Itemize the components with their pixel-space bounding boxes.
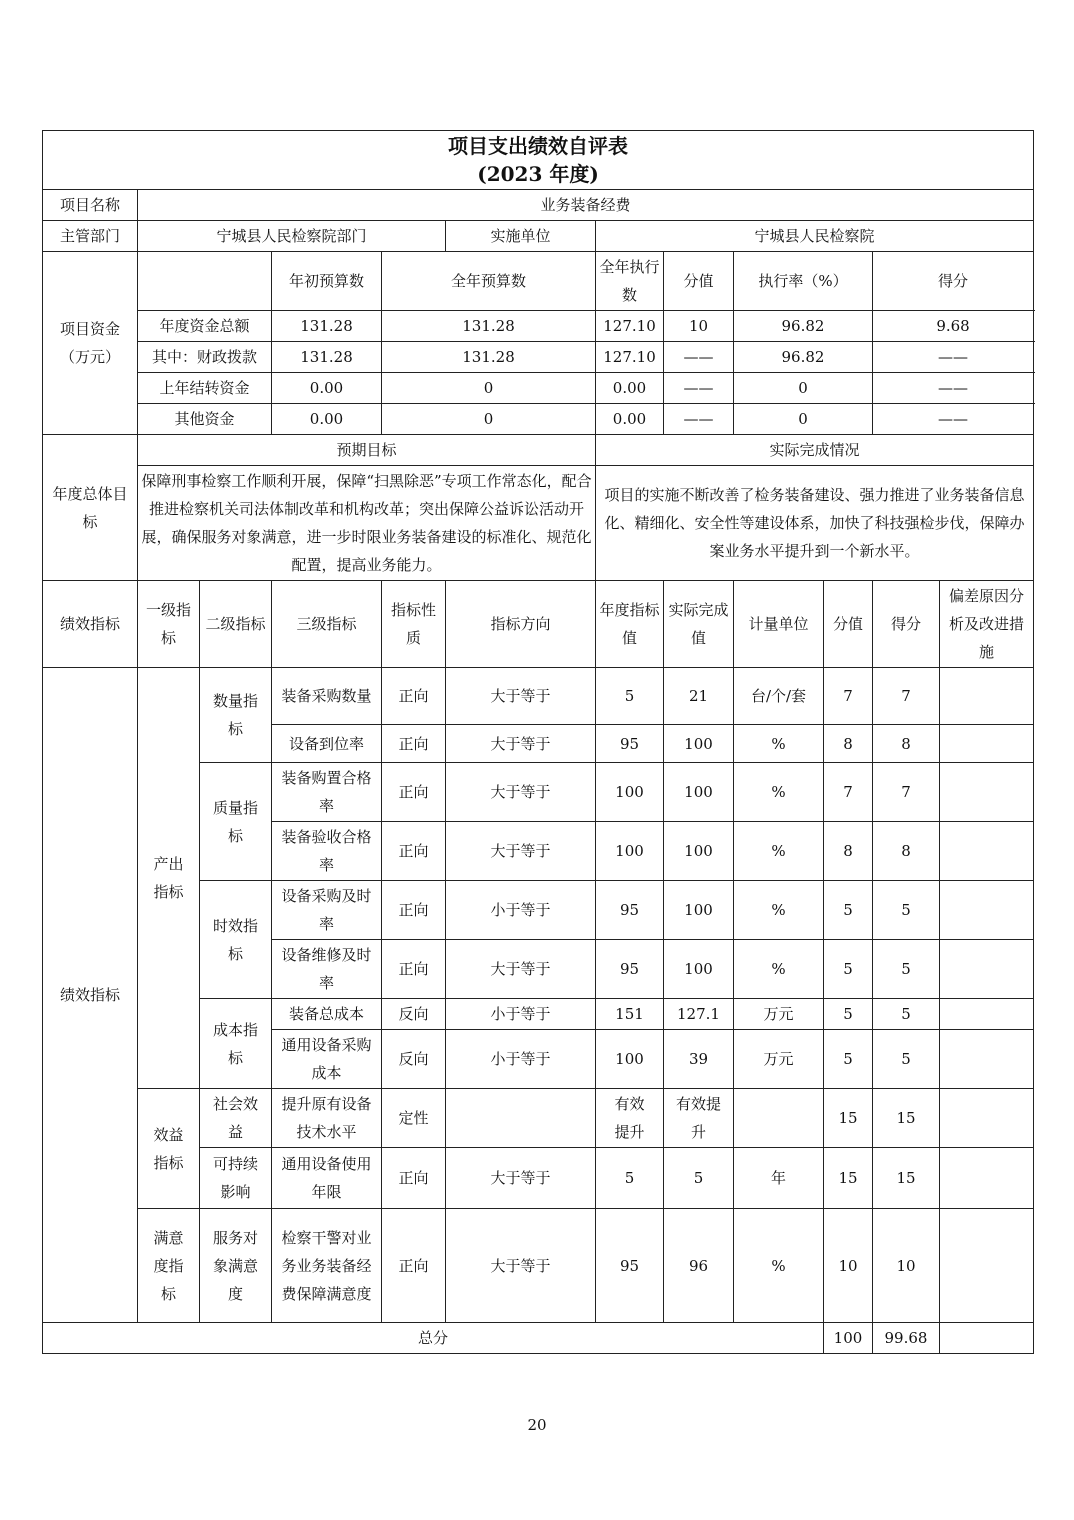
indicator-actual: 100 bbox=[664, 822, 734, 881]
funds-annual: 131.28 bbox=[382, 311, 596, 342]
indicator-nature: 反向 bbox=[382, 1030, 446, 1089]
goals-label: 年度总体目标 bbox=[43, 435, 138, 581]
indicator-direction: 大于等于 bbox=[446, 1209, 596, 1323]
funds-score-value: —— bbox=[664, 373, 734, 404]
indicator-name: 装备总成本 bbox=[272, 999, 382, 1030]
dept-value: 宁城县人民检察院部门 bbox=[138, 221, 446, 252]
indicator-target: 5 bbox=[596, 668, 664, 725]
funds-score-value: 10 bbox=[664, 311, 734, 342]
indicator-direction: 大于等于 bbox=[446, 725, 596, 763]
output-indicator-label: 产出指标 bbox=[138, 668, 200, 1089]
indicator-weight: 5 bbox=[824, 999, 873, 1030]
indicator-score: 5 bbox=[873, 881, 940, 940]
performance-self-evaluation-table bbox=[42, 130, 1034, 1354]
indicator-weight: 5 bbox=[824, 940, 873, 999]
expected-goal-header: 预期目标 bbox=[138, 435, 596, 466]
indicator-actual: 127.1 bbox=[664, 999, 734, 1030]
actual-completion-header: 实际完成情况 bbox=[596, 435, 1034, 466]
indicator-header-level1: 一级指标 bbox=[138, 581, 200, 668]
indicator-target: 有效提升 bbox=[596, 1089, 664, 1148]
indicator-actual: 5 bbox=[664, 1148, 734, 1209]
indicator-header-level2: 二级指标 bbox=[200, 581, 272, 668]
indicator-nature: 正向 bbox=[382, 725, 446, 763]
indicator-direction: 小于等于 bbox=[446, 999, 596, 1030]
indicator-actual: 有效提升 bbox=[664, 1089, 734, 1148]
project-name-value: 业务装备经费 bbox=[138, 190, 1034, 221]
indicator-name: 提升原有设备技术水平 bbox=[272, 1089, 382, 1148]
indicator-score: 8 bbox=[873, 822, 940, 881]
table-row bbox=[43, 1089, 1034, 1148]
funds-initial: 0.00 bbox=[272, 373, 382, 404]
total-row bbox=[43, 1323, 1034, 1354]
indicator-header-level3: 三级指标 bbox=[272, 581, 382, 668]
funds-header-rate: 执行率（%） bbox=[734, 252, 873, 311]
indicator-header-direction: 指标方向 bbox=[446, 581, 596, 668]
funds-annual: 131.28 bbox=[382, 342, 596, 373]
indicator-score: 7 bbox=[873, 668, 940, 725]
timeliness-indicator-label: 时效指标 bbox=[200, 881, 272, 999]
cost-indicator-label: 成本指标 bbox=[200, 999, 272, 1089]
funds-header-score: 得分 bbox=[873, 252, 1034, 311]
indicator-weight: 15 bbox=[824, 1089, 873, 1148]
funds-row bbox=[43, 311, 1034, 342]
table-title-cell bbox=[43, 131, 1034, 190]
indicator-score: 5 bbox=[873, 999, 940, 1030]
funds-rate: 0 bbox=[734, 373, 873, 404]
indicator-actual: 100 bbox=[664, 763, 734, 822]
indicator-actual: 100 bbox=[664, 725, 734, 763]
indicator-nature: 正向 bbox=[382, 763, 446, 822]
quantity-indicator-label: 数量指标 bbox=[200, 668, 272, 763]
indicator-unit: % bbox=[734, 940, 824, 999]
indicator-reason bbox=[940, 763, 1034, 822]
indicator-actual: 96 bbox=[664, 1209, 734, 1323]
indicator-unit: % bbox=[734, 881, 824, 940]
indicator-weight: 15 bbox=[824, 1148, 873, 1209]
funds-row-label: 其中：财政拨款 bbox=[138, 342, 272, 373]
funds-score: —— bbox=[873, 404, 1034, 435]
funds-header-executed: 全年执行数 bbox=[596, 252, 664, 311]
indicator-target: 5 bbox=[596, 1148, 664, 1209]
indicator-direction: 大于等于 bbox=[446, 763, 596, 822]
funds-header-blank bbox=[138, 252, 272, 311]
project-name-label: 项目名称 bbox=[43, 190, 138, 221]
indicator-score: 8 bbox=[873, 725, 940, 763]
expected-goal-text: 保障刑事检察工作顺利开展，保障“扫黑除恶”专项工作常态化，配合推进检察机关司法体制改革和机构改革；突出保障公益诉讼活动开展，确保服务对象满意，进一步时限业务装备建设的标准化、规范化配置，提高业务能力。 bbox=[138, 466, 596, 581]
indicator-nature: 正向 bbox=[382, 1209, 446, 1323]
indicator-score: 15 bbox=[873, 1148, 940, 1209]
indicator-name: 装备购置合格率 bbox=[272, 763, 382, 822]
indicator-score: 15 bbox=[873, 1089, 940, 1148]
total-score: 99.68 bbox=[873, 1323, 940, 1354]
indicator-name: 装备采购数量 bbox=[272, 668, 382, 725]
indicator-unit: % bbox=[734, 763, 824, 822]
indicator-unit: % bbox=[734, 822, 824, 881]
indicator-direction: 大于等于 bbox=[446, 822, 596, 881]
indicator-direction: 大于等于 bbox=[446, 668, 596, 725]
indicator-weight: 10 bbox=[824, 1209, 873, 1323]
indicator-unit: % bbox=[734, 725, 824, 763]
funds-row bbox=[43, 373, 1034, 404]
indicator-unit bbox=[734, 1089, 824, 1148]
page-number: 20 bbox=[527, 1416, 547, 1434]
social-benefit-label: 社会效益 bbox=[200, 1089, 272, 1148]
indicator-header-target: 年度指标值 bbox=[596, 581, 664, 668]
indicator-target: 100 bbox=[596, 822, 664, 881]
indicator-weight: 7 bbox=[824, 763, 873, 822]
indicator-weight: 7 bbox=[824, 668, 873, 725]
funds-executed: 0.00 bbox=[596, 373, 664, 404]
indicator-nature: 反向 bbox=[382, 999, 446, 1030]
funds-row-label: 上年结转资金 bbox=[138, 373, 272, 404]
indicator-reason bbox=[940, 1089, 1034, 1148]
benefit-indicator-label: 效益指标 bbox=[138, 1089, 200, 1209]
indicator-direction: 小于等于 bbox=[446, 881, 596, 940]
actual-completion-text: 项目的实施不断改善了检务装备建设、强力推进了业务装备信息化、精细化、安全性等建设体系，加快了科技强检步伐，保障办案业务水平提升到一个新水平。 bbox=[596, 466, 1034, 581]
funds-score: —— bbox=[873, 342, 1034, 373]
funds-row bbox=[43, 342, 1034, 373]
indicator-weight: 8 bbox=[824, 725, 873, 763]
indicator-name: 通用设备采购成本 bbox=[272, 1030, 382, 1089]
indicator-name: 通用设备使用年限 bbox=[272, 1148, 382, 1209]
funds-initial: 0.00 bbox=[272, 404, 382, 435]
indicator-reason bbox=[940, 668, 1034, 725]
page-subtitle: (2023 年度) bbox=[477, 162, 599, 186]
indicator-header-reason: 偏差原因分析及改进措施 bbox=[940, 581, 1034, 668]
total-reason bbox=[940, 1323, 1034, 1354]
quality-indicator-label: 质量指标 bbox=[200, 763, 272, 881]
indicator-group-label: 绩效指标 bbox=[43, 668, 138, 1323]
dept-label: 主管部门 bbox=[43, 221, 138, 252]
indicator-reason bbox=[940, 881, 1034, 940]
table-row bbox=[43, 1209, 1034, 1323]
indicator-header-nature: 指标性质 bbox=[382, 581, 446, 668]
funds-header-initial: 年初预算数 bbox=[272, 252, 382, 311]
table-row bbox=[43, 668, 1034, 725]
indicator-actual: 100 bbox=[664, 881, 734, 940]
funds-initial: 131.28 bbox=[272, 342, 382, 373]
funds-header-score-value: 分值 bbox=[664, 252, 734, 311]
total-weight: 100 bbox=[824, 1323, 873, 1354]
funds-executed: 127.10 bbox=[596, 311, 664, 342]
funds-executed: 127.10 bbox=[596, 342, 664, 373]
unit-value: 宁城县人民检察院 bbox=[596, 221, 1034, 252]
funds-rate: 0 bbox=[734, 404, 873, 435]
indicator-nature: 正向 bbox=[382, 1148, 446, 1209]
indicator-header-actual: 实际完成值 bbox=[664, 581, 734, 668]
indicator-target: 95 bbox=[596, 1209, 664, 1323]
indicator-reason bbox=[940, 999, 1034, 1030]
indicator-direction: 大于等于 bbox=[446, 940, 596, 999]
indicator-actual: 100 bbox=[664, 940, 734, 999]
indicator-unit: 台/个/套 bbox=[734, 668, 824, 725]
indicator-header-unit: 计量单位 bbox=[734, 581, 824, 668]
page-title: 项目支出绩效自评表 bbox=[448, 134, 629, 158]
funds-row-label: 其他资金 bbox=[138, 404, 272, 435]
indicator-direction: 小于等于 bbox=[446, 1030, 596, 1089]
funds-rate: 96.82 bbox=[734, 311, 873, 342]
indicator-target: 100 bbox=[596, 763, 664, 822]
indicator-unit: 年 bbox=[734, 1148, 824, 1209]
satisfaction-indicator-label: 满意度指标 bbox=[138, 1209, 200, 1323]
funds-label: 项目资金（万元） bbox=[43, 252, 138, 435]
indicator-unit: 万元 bbox=[734, 999, 824, 1030]
indicator-reason bbox=[940, 725, 1034, 763]
funds-annual: 0 bbox=[382, 373, 596, 404]
service-satisfaction-label: 服务对象满意度 bbox=[200, 1209, 272, 1323]
sustainability-label: 可持续影响 bbox=[200, 1148, 272, 1209]
indicator-score: 5 bbox=[873, 940, 940, 999]
indicator-name: 设备采购及时率 bbox=[272, 881, 382, 940]
indicator-reason bbox=[940, 822, 1034, 881]
funds-rate: 96.82 bbox=[734, 342, 873, 373]
indicator-weight: 5 bbox=[824, 1030, 873, 1089]
indicator-actual: 39 bbox=[664, 1030, 734, 1089]
indicator-score: 7 bbox=[873, 763, 940, 822]
indicator-name: 装备验收合格率 bbox=[272, 822, 382, 881]
unit-label: 实施单位 bbox=[446, 221, 596, 252]
indicator-direction: 大于等于 bbox=[446, 1148, 596, 1209]
indicator-weight: 8 bbox=[824, 822, 873, 881]
indicator-target: 95 bbox=[596, 940, 664, 999]
indicator-reason bbox=[940, 1030, 1034, 1089]
indicator-name: 设备到位率 bbox=[272, 725, 382, 763]
indicator-name: 设备维修及时率 bbox=[272, 940, 382, 999]
indicator-target: 95 bbox=[596, 881, 664, 940]
indicator-actual: 21 bbox=[664, 668, 734, 725]
indicator-score: 5 bbox=[873, 1030, 940, 1089]
indicator-nature: 正向 bbox=[382, 822, 446, 881]
indicator-score: 10 bbox=[873, 1209, 940, 1323]
indicator-reason bbox=[940, 940, 1034, 999]
indicator-name: 检察干警对业务业务装备经费保障满意度 bbox=[272, 1209, 382, 1323]
indicator-header-weight: 分值 bbox=[824, 581, 873, 668]
total-label: 总分 bbox=[43, 1323, 824, 1354]
indicator-nature: 定性 bbox=[382, 1089, 446, 1148]
indicator-nature: 正向 bbox=[382, 940, 446, 999]
indicator-reason bbox=[940, 1148, 1034, 1209]
indicator-direction bbox=[446, 1089, 596, 1148]
funds-header-annual: 全年预算数 bbox=[382, 252, 596, 311]
funds-executed: 0.00 bbox=[596, 404, 664, 435]
funds-score-value: —— bbox=[664, 404, 734, 435]
funds-initial: 131.28 bbox=[272, 311, 382, 342]
funds-score-value: —— bbox=[664, 342, 734, 373]
indicator-nature: 正向 bbox=[382, 668, 446, 725]
indicator-unit: 万元 bbox=[734, 1030, 824, 1089]
indicator-target: 95 bbox=[596, 725, 664, 763]
funds-score: —— bbox=[873, 373, 1034, 404]
indicator-header-col0: 绩效指标 bbox=[43, 581, 138, 668]
indicator-weight: 5 bbox=[824, 881, 873, 940]
indicator-header-score: 得分 bbox=[873, 581, 940, 668]
indicator-target: 100 bbox=[596, 1030, 664, 1089]
funds-row bbox=[43, 404, 1034, 435]
indicator-target: 151 bbox=[596, 999, 664, 1030]
funds-annual: 0 bbox=[382, 404, 596, 435]
indicator-nature: 正向 bbox=[382, 881, 446, 940]
funds-score: 9.68 bbox=[873, 311, 1034, 342]
funds-row-label: 年度资金总额 bbox=[138, 311, 272, 342]
indicator-reason bbox=[940, 1209, 1034, 1323]
indicator-unit: % bbox=[734, 1209, 824, 1323]
